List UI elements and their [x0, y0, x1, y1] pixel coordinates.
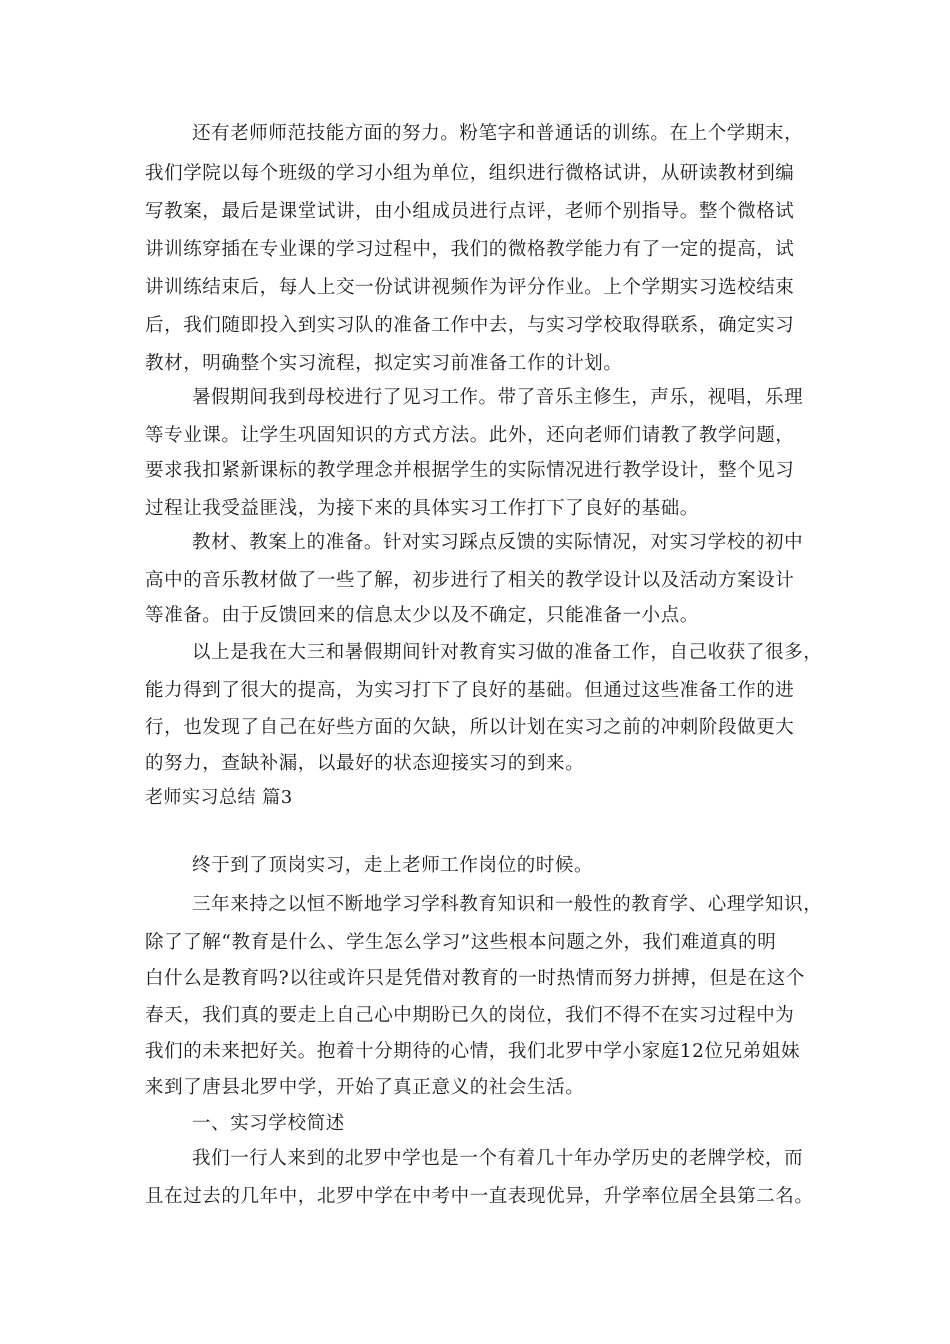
paragraph-line: 高中的音乐教材做了一些了解，初步进行了相关的教学设计以及活动方案设计: [145, 570, 795, 591]
paragraph-line: 等准备。由于反馈回来的信息太少以及不确定，只能准备一小点。: [145, 605, 699, 626]
paragraph-line: 春天，我们真的要走上自己心中期盼已久的岗位，我们不得不在实习过程中为: [145, 1005, 795, 1026]
section-heading: 老师实习总结 篇3: [145, 787, 293, 808]
paragraph-line: 能力得到了很大的提高，为实习打下了良好的基础。但通过这些准备工作的进: [145, 680, 795, 701]
paragraph-line: 教材、教案上的准备。针对实习踩点反馈的实际情况，对实习学校的初中: [192, 532, 804, 553]
paragraph-line: 等专业课。让学生巩固知识的方式方法。此外，还向老师们请教了教学问题，: [145, 425, 795, 446]
paragraph-line: 三年来持之以恒不断地学习学科教育知识和一般性的教育学、心理学知识，: [192, 894, 823, 915]
subheading: 一、实习学校简述: [192, 1113, 345, 1134]
paragraph-line: 行，也发现了自己在好些方面的欠缺，所以计划在实习之前的冲刺阶段做更大: [145, 717, 795, 738]
paragraph-line: 写教案，最后是课堂试讲，由小组成员进行点评，老师个别指导。整个微格试: [145, 201, 795, 222]
paragraph-line: 讲训练穿插在专业课的学习过程中，我们的微格教学能力有了一定的提高，试: [145, 239, 795, 260]
paragraph-line: 暑假期间我到母校进行了见习工作。带了音乐主修生，声乐，视唱，乐理: [192, 387, 804, 408]
paragraph-line: 教材，明确整个实习流程，拟定实习前准备工作的计划。: [145, 353, 623, 374]
paragraph-line: 过程让我受益匪浅，为接下来的具体实习工作打下了良好的基础。: [145, 498, 699, 519]
paragraph-line: 后，我们随即投入到实习队的准备工作中去，与实习学校取得联系，确定实习: [145, 315, 795, 336]
paragraph-line: 讲训练结束后，每人上交一份试讲视频作为评分作业。上个学期实习选校结束: [145, 277, 795, 298]
paragraph-line: 我们一行人来到的北罗中学也是一个有着几十年办学历史的老牌学校，而: [192, 1148, 804, 1169]
paragraph-line: 白什么是教育吗?以往或许只是凭借对教育的一时热情而努力拼搏，但是在这个: [145, 968, 805, 989]
paragraph-line: 要求我扣紧新课标的教学理念并根据学生的实际情况进行教学设计，整个见习: [145, 460, 795, 481]
paragraph-line: 且在过去的几年中，北罗中学在中考中一直表现优异，升学率位居全县第二名。: [145, 1186, 814, 1207]
paragraph-line: 的努力，查缺补漏，以最好的状态迎接实习的到来。: [145, 753, 585, 774]
paragraph-line: 我们学院以每个班级的学习小组为单位，组织进行微格试讲，从研读教材到编: [145, 163, 795, 184]
paragraph-line: 终于到了顶岗实习，走上老师工作岗位的时候。: [192, 855, 594, 876]
paragraph-line: 除了了解“教育是什么、学生怎么学习”这些根本问题之外，我们难道真的明: [145, 932, 777, 953]
paragraph-line: 来到了唐县北罗中学，开始了真正意义的社会生活。: [145, 1077, 585, 1098]
paragraph-line: 还有老师师范技能方面的努力。粉笔字和普通话的训练。在上个学期末，: [192, 123, 804, 144]
paragraph-line: 以上是我在大三和暑假期间针对教育实习做的准备工作，自己收获了很多，: [192, 642, 823, 663]
paragraph-line: 我们的未来把好关。抱着十分期待的心情，我们北罗中学小家庭12位兄弟姐妹: [145, 1041, 801, 1062]
